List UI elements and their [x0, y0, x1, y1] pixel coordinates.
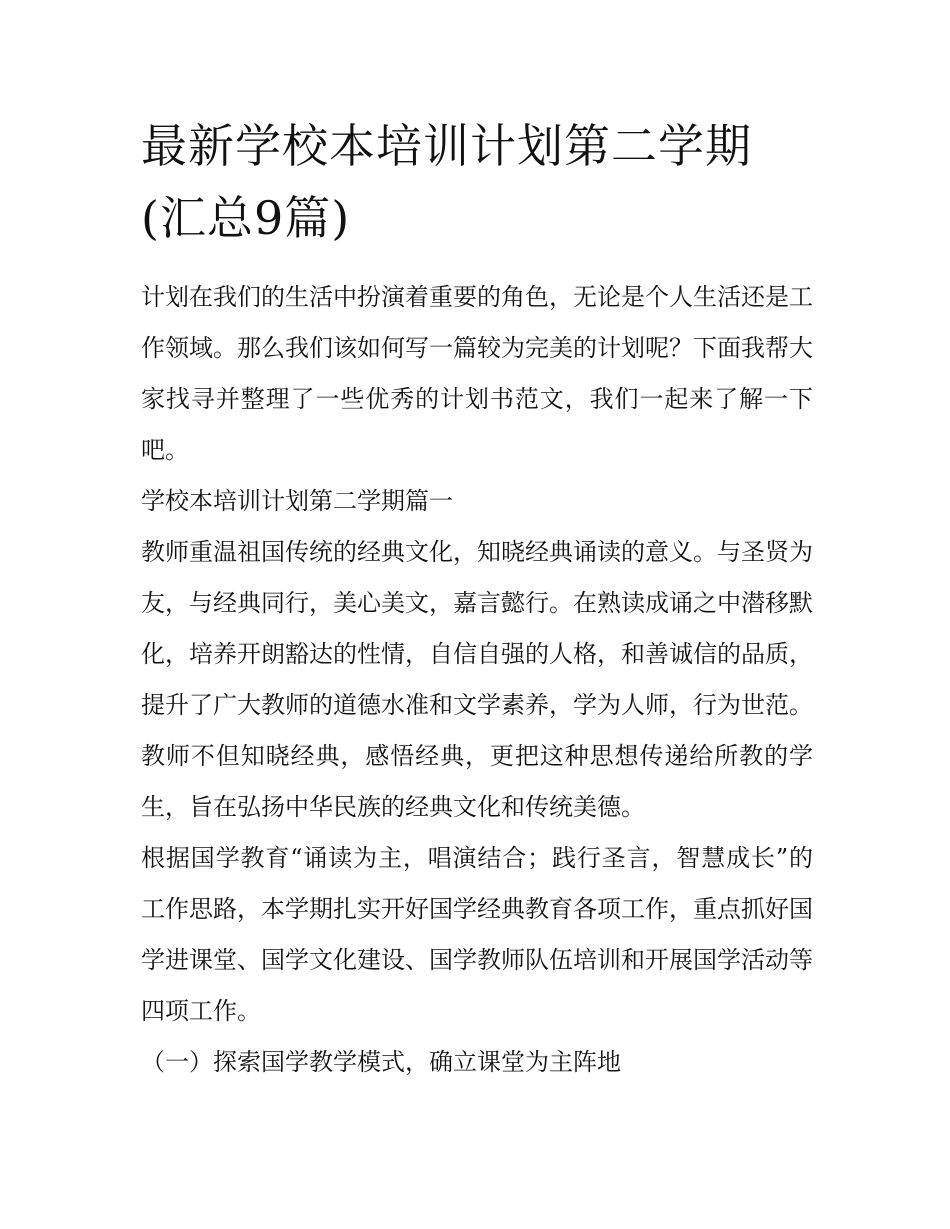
intro-paragraph: 计划在我们的生活中扮演着重要的角色，无论是个人生活还是工作领域。那么我们该如何写一篇较为完美的计划呢？下面我帮大家找寻并整理了一些优秀的计划书范文，我们一起来了解一下吧。 — [141, 283, 813, 464]
document-page — [141, 110, 813, 1088]
body-paragraph-1: 教师重温祖国传统的经典文化，知晓经典诵读的意义。与圣贤为友，与经典同行，美心美文，嘉言懿行。在熟读成诵之中潜移默化，培养开朗豁达的性情，自信自强的人格，和善诚信的品质，提升了广大教师的道德水准和文学素养，学为人师，行为世范。教师不但知晓经典，感悟经典，更把这种思想传递给所教的学生，旨在弘扬中华民族的经典文化和传统美德。 — [141, 538, 813, 821]
body-paragraph-2: 根据国学教育“诵读为主，唱演结合；践行圣言，智慧成长”的工作思路，本学期扎实开好国学经典教育各项工作，重点抓好国学进课堂、国学文化建设、国学教师队伍培训和开展国学活动等四项工作。 — [141, 844, 813, 1025]
section-heading: 学校本培训计划第二学期篇一 — [141, 487, 453, 515]
subheading-1: （一）探索国学教学模式，确立课堂为主阵地 — [141, 1048, 621, 1076]
document-title: 最新学校本培训计划第二学期(汇总9篇) — [141, 119, 752, 245]
